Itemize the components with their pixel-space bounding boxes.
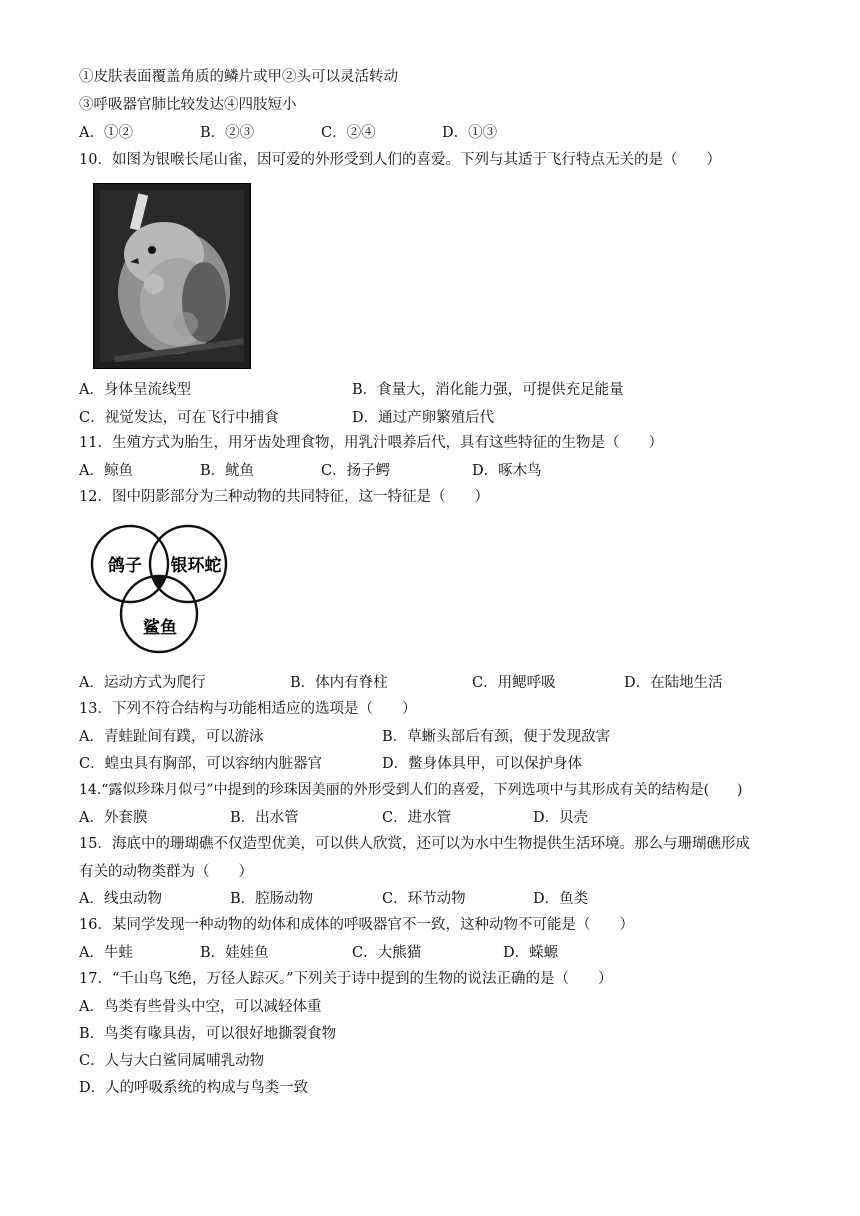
q13-option-c: C．蝗虫具有胸部，可以容纳内脏器官 [79, 756, 323, 772]
q17-stem: 17．“千山鸟飞绝，万径人踪灭。”下列关于诗中提到的生物的说法正确的是（ ） [79, 971, 613, 987]
q14-option-a: A．外套膜 [79, 810, 148, 826]
q16-stem: 16．某同学发现一种动物的幼体和成体的呼吸器官不一致，这种动物不可能是（ ） [79, 917, 634, 933]
q13-option-a: A．青蛙趾间有蹼，可以游泳 [79, 729, 264, 745]
q16-option-a: A．牛蛙 [79, 945, 133, 961]
q13-stem: 13．下列不符合结构与功能相适应的选项是（ ） [79, 701, 417, 717]
q10-option-d: D．通过产卵繁殖后代 [352, 410, 495, 426]
q11-option-c: C．扬子鳄 [321, 463, 391, 479]
q15-option-b: B．腔肠动物 [230, 891, 314, 907]
q11-option-d: D．啄木鸟 [472, 463, 542, 479]
q10-option-a: A．身体呈流线型 [79, 382, 191, 398]
q14-option-b: B．出水管 [230, 810, 299, 826]
q17-option-a: A．鸟类有些骨头中空，可以减轻体重 [79, 999, 322, 1015]
long-tailed-tit-photo [93, 183, 251, 369]
q9-option-b: B．②③ [200, 125, 255, 141]
q16-option-c: C．大熊猫 [352, 945, 422, 961]
q16-option-d: D．蝾螈 [503, 945, 559, 961]
q11-option-b: B．鱿鱼 [200, 463, 255, 479]
q12-option-d: D．在陆地生活 [624, 675, 723, 691]
q9-statement-2: ③呼吸器官肺比较发达④四肢短小 [79, 97, 297, 113]
q12-option-b: B．体内有脊柱 [290, 675, 388, 691]
q12-stem: 12．图中阴影部分为三种动物的共同特征，这一特征是（ ） [79, 489, 489, 505]
q15-option-a: A．线虫动物 [79, 891, 162, 907]
q15-stem-line2: 有关的动物类群为（ ） [79, 864, 253, 880]
q10-option-c: C．视觉发达，可在飞行中捕食 [79, 410, 279, 426]
q9-option-a: A．①② [79, 125, 133, 141]
q12-option-a: A．运动方式为爬行 [79, 675, 206, 691]
q9-statement-1: ①皮肤表面覆盖角质的鳞片或甲②头可以灵活转动 [79, 69, 398, 85]
q10-stem: 10．如图为银喉长尾山雀，因可爱的外形受到人们的喜爱。下列与其适于飞行特点无关的是（ ） [79, 152, 721, 168]
q9-option-d: D．①③ [442, 125, 498, 141]
q11-stem: 11．生殖方式为胎生，用牙齿处理食物，用乳汁喂养后代，具有这些特征的生物是（ ） [79, 435, 663, 451]
venn-label-shark: 鲨鱼 [143, 618, 177, 638]
q17-option-b: B．鸟类有喙具齿，可以很好地撕裂食物 [79, 1026, 337, 1042]
q15-option-d: D．鱼类 [533, 891, 589, 907]
venn-label-snake: 银环蛇 [170, 556, 222, 576]
q14-stem: 14.“露似珍珠月似弓”中提到的珍珠因美丽的外形受到人们的喜爱，下列选项中与其形成有关的结构是( ) [79, 782, 743, 798]
q15-stem-line1: 15．海底中的珊瑚礁不仅造型优美，可以供人欣赏，还可以为水中生物提供生活环境。那么与珊瑚礁形成 [79, 836, 750, 852]
q9-option-c: C．②④ [321, 125, 376, 141]
q14-option-c: C．进水管 [382, 810, 452, 826]
q17-option-c: C．人与大白鲨同属哺乳动物 [79, 1053, 265, 1069]
q15-option-c: C．环节动物 [382, 891, 466, 907]
q10-option-b: B．食量大，消化能力强，可提供充足能量 [352, 382, 624, 398]
q16-option-b: B．娃娃鱼 [200, 945, 269, 961]
q13-option-d: D．鳖身体具甲，可以保护身体 [382, 756, 583, 772]
q13-option-b: B．草蜥头部后有颈，便于发现敌害 [382, 729, 611, 745]
q11-option-a: A．鲸鱼 [79, 463, 133, 479]
venn-label-pigeon: 鸽子 [108, 556, 142, 576]
q12-option-c: C．用鳃呼吸 [472, 675, 556, 691]
q17-option-d: D．人的呼吸系统的构成与鸟类一致 [79, 1080, 309, 1096]
venn-diagram [80, 522, 240, 662]
q14-option-d: D．贝壳 [533, 810, 589, 826]
